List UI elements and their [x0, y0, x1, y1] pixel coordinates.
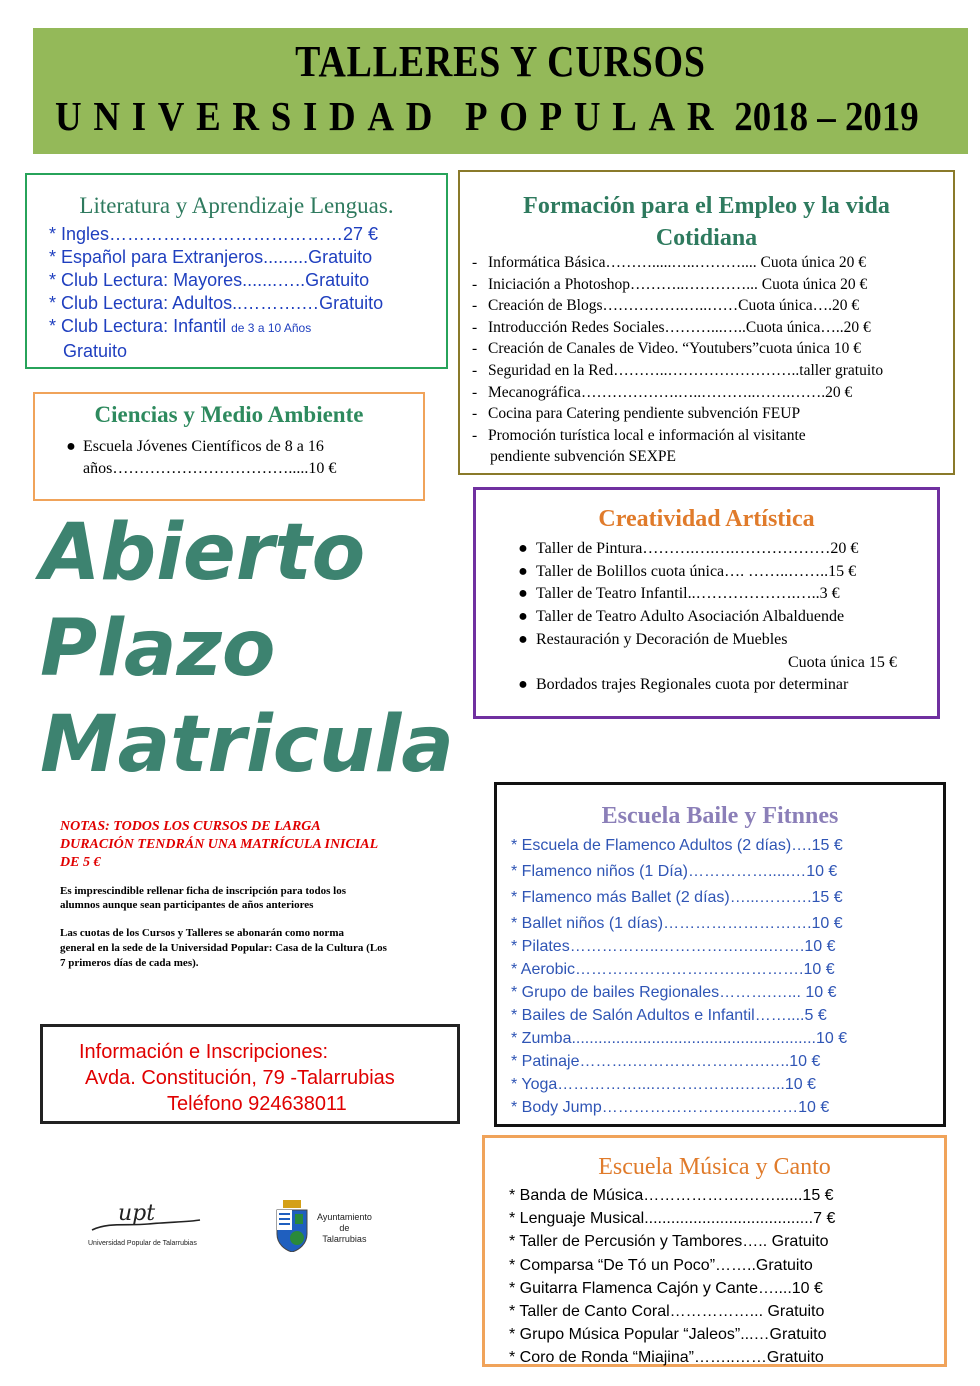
bullet-icon: ● — [518, 676, 528, 694]
dash-icon: - — [472, 275, 478, 293]
header-subtitle — [55, 92, 919, 140]
literatura-item-infantil-price: Gratuito — [63, 341, 128, 361]
musica-item: * Guitarra Flamenca Cajón y Cante…....10 € — [509, 1279, 823, 1297]
dash-icon: - — [472, 383, 478, 401]
formacion-item — [472, 338, 883, 360]
literatura-item-espanol: * Español para Extranjeros.........Gratuito — [49, 247, 373, 267]
baile-item: * Ballet niños (1 días)……………………….10 € — [511, 915, 843, 932]
ciencias-item — [66, 436, 337, 480]
creatividad-item — [510, 583, 897, 606]
baile-item: * Pilates……………..…………….…..…….10 € — [511, 938, 836, 955]
ciencias-title: Ciencias y Medio Ambiente — [94, 402, 364, 427]
formacion-item — [472, 274, 883, 296]
baile-item: * Yoga……………....…………….……...10 € — [511, 1076, 816, 1093]
formacion-item-text: Promoción turística local e información al visitante — [488, 426, 806, 444]
formacion-item-text: Mecanográfica……………….…..………..…….…….20 € — [488, 383, 853, 401]
header-year: 2018 – 2019 — [734, 93, 919, 139]
info-line3: Teléfono 924638011 — [167, 1093, 347, 1115]
formacion-item — [472, 382, 883, 404]
ayto-line2: de — [339, 1223, 350, 1233]
ciencias-item-line1 — [66, 436, 336, 458]
dash-icon: - — [472, 361, 478, 379]
creatividad-item-text: Taller de Teatro Adulto Asociación Albalduende — [536, 608, 845, 626]
creatividad-item-text: Restauración y Decoración de Muebles — [536, 630, 788, 648]
upt-logo — [88, 1200, 208, 1260]
literatura-item-infantil — [49, 315, 383, 340]
upt-caption: Universidad Popular de Talarrubias — [88, 1240, 197, 1247]
baile-item: * Escuela de Flamenco Adultos (2 días)….15 € — [511, 837, 843, 854]
bullet-icon: ● — [518, 608, 528, 626]
formacion-title-line1: Formación para el Empleo y la vida — [523, 193, 890, 219]
notas-title-line3: DE 5 € — [60, 855, 101, 870]
creatividad-list — [510, 538, 897, 697]
musica-item: * Coro de Ronda “Miajina”……..……Gratuito — [509, 1349, 824, 1367]
creatividad-box — [473, 487, 940, 719]
abierto-line3: Matricula — [40, 700, 454, 790]
formacion-item — [472, 425, 883, 447]
dash-icon: - — [472, 297, 478, 315]
bullet-icon: ● — [66, 438, 76, 455]
baile-item: * Zumba.......................................................10 € — [511, 1030, 848, 1047]
literatura-item-infantil-label: * Club Lectura: Infantil — [49, 316, 227, 336]
musica-box — [482, 1135, 947, 1367]
creatividad-item-price: Cuota única 15 € — [788, 653, 897, 671]
header-subtitle-text: UNIVERSIDAD POPULAR — [55, 93, 726, 139]
creatividad-item-text: Bordados trajes Regionales cuota por determinar — [536, 676, 849, 694]
formacion-item-text: Creación de Canales de Video. “Youtubers”cuota única 10 € — [488, 340, 861, 358]
creatividad-title: Creatividad Artística — [598, 506, 815, 532]
formacion-item — [472, 295, 883, 317]
musica-item: * Comparsa “De Tó un Poco”……..Gratuito — [509, 1256, 813, 1274]
creatividad-item-text: Taller de Pintura……….….….………………20 € — [536, 540, 859, 557]
ayto-line1: Ayuntamiento — [317, 1212, 372, 1222]
dash-icon: - — [472, 405, 478, 423]
coat-of-arms-icon — [275, 1200, 309, 1252]
notas-title-line1: NOTAS: TODOS LOS CURSOS DE LARGA — [60, 819, 321, 834]
formacion-item-text: Seguridad en la Red………..……………………..taller gratuito — [488, 361, 884, 379]
notas-para2-line1: Las cuotas de los Cursos y Talleres se abonarán como norma — [60, 927, 344, 939]
notas-title-line2: DURACIÓN TENDRÁN UNA MATRÍCULA INICIAL — [60, 837, 379, 852]
dash-icon: - — [472, 254, 478, 271]
formacion-item — [472, 252, 883, 274]
formacion-item-cont: pendiente subvención SEXPE — [490, 448, 676, 466]
formacion-item-text: Creación de Blogs…………….…..……Cuota única….20 € — [488, 297, 860, 315]
upt-logo-mark-icon — [88, 1200, 208, 1238]
baile-item: * Aerobic…………………………………….10 € — [511, 961, 835, 978]
formacion-item — [472, 360, 883, 382]
bullet-icon: ● — [518, 630, 528, 648]
upt-mark-text: upt — [118, 1201, 156, 1226]
header-banner — [33, 28, 968, 154]
notas-para1-line1: Es imprescindible rellenar ficha de inscripción para todos los — [60, 885, 347, 897]
header-title: TALLERES Y CURSOS — [295, 37, 706, 86]
ayuntamiento-logo — [275, 1200, 395, 1260]
ayto-line3: Talarrubias — [322, 1234, 367, 1244]
formacion-list — [472, 252, 883, 468]
literatura-list — [49, 223, 383, 363]
bullet-icon: ● — [518, 585, 528, 603]
notas-title — [60, 818, 460, 872]
creatividad-item — [510, 629, 897, 652]
literatura-item-ingles: * Ingles…………………………………27 € — [49, 224, 379, 244]
formacion-item — [472, 403, 883, 425]
baile-item: * Flamenco más Ballet (2 días)…...……….15 € — [511, 889, 843, 906]
info-line2: Avda. Constitución, 79 -Talarrubias — [85, 1067, 395, 1089]
musica-item: * Lenguaje Musical......................................7 € — [509, 1210, 836, 1228]
baile-item: * Flamenco niños (1 Día)…………….....…10 € — [511, 863, 838, 880]
notas-para2-line3: 7 primeros días de cada mes). — [60, 957, 199, 969]
abierto-plazo-matricula — [40, 505, 454, 793]
ciencias-box — [33, 392, 425, 501]
creatividad-item — [510, 538, 897, 561]
formacion-item — [472, 317, 883, 339]
baile-item: * Grupo de bailes Regionales……….…... 10 € — [511, 984, 837, 1001]
literatura-item-mayores: * Club Lectura: Mayores.......…..Gratuito — [49, 270, 370, 290]
baile-title: Escuela Baile y Fitnnes — [601, 803, 839, 829]
musica-item: * Taller de Percusión y Tambores….. Gratuito — [509, 1233, 829, 1251]
formacion-item-text: Iniciación a Photoshop………..…………... Cuota única 20 € — [488, 275, 868, 293]
baile-item: * Bailes de Salón Adultos e Infantil……....5 € — [511, 1007, 827, 1024]
musica-item: * Grupo Música Popular “Jaleos”...…Gratuito — [509, 1326, 827, 1344]
creatividad-item-text: Taller de Teatro Infantil..……………….…..3 € — [536, 585, 840, 603]
musica-list — [509, 1184, 835, 1370]
info-box — [40, 1024, 460, 1124]
bullet-icon: ● — [518, 562, 528, 580]
formacion-box — [458, 170, 955, 475]
notas-section — [60, 818, 460, 971]
musica-item: * Banda de Música……………….……......15 € — [509, 1187, 834, 1204]
literatura-item-adultos: * Club Lectura: Adultos..……….…Gratuito — [49, 293, 384, 313]
ciencias-item-text: Escuela Jóvenes Científicos de 8 a 16 — [83, 438, 324, 455]
notas-para2 — [60, 926, 460, 971]
dash-icon: - — [472, 318, 478, 336]
baile-list — [511, 837, 847, 1122]
creatividad-item-text: Taller de Bolillos cuota única…. ……..……..15 € — [536, 562, 857, 580]
baile-item: * Patinaje……….…………………….…..10 € — [511, 1053, 821, 1070]
formacion-item-text: Informática Básica……….....…..……….... Cuota única 20 € — [488, 254, 866, 271]
notas-para1 — [60, 884, 460, 912]
info-line1: Información e Inscripciones: — [79, 1041, 329, 1063]
creatividad-item — [510, 561, 897, 584]
musica-item: * Taller de Canto Coral……………... Gratuito — [509, 1303, 825, 1321]
creatividad-item — [510, 674, 897, 697]
formacion-title — [460, 190, 953, 254]
literatura-item-infantil-note: de 3 a 10 Años — [231, 321, 312, 335]
bullet-icon: ● — [518, 540, 528, 557]
creatividad-item — [510, 606, 897, 629]
notas-para1-line2: alumnos aunque sean participantes de años anteriores — [60, 899, 314, 911]
abierto-line1: Abierto — [40, 508, 366, 598]
ayto-text — [317, 1212, 372, 1245]
formacion-item-text: Cocina para Catering pendiente subvención FEUP — [488, 405, 801, 423]
formacion-item-text: Introducción Redes Sociales………...…..Cuota única…..20 € — [488, 318, 871, 336]
literatura-box — [25, 173, 448, 369]
baile-item: * Body Jump……………………….………10 € — [511, 1099, 830, 1116]
dash-icon: - — [472, 340, 478, 358]
literatura-title: Literatura y Aprendizaje Lenguas. — [79, 193, 394, 218]
musica-title: Escuela Música y Canto — [598, 1154, 831, 1180]
ciencias-item-line2: años…………………………….....10 € — [83, 460, 337, 477]
notas-para2-line2: general en la sede de la Universidad Popular: Casa de la Cultura (Los — [60, 942, 387, 954]
formacion-title-line2: Cotidiana — [655, 225, 758, 251]
dash-icon: - — [472, 426, 478, 444]
abierto-line2: Plazo — [40, 604, 276, 694]
baile-box — [494, 782, 946, 1127]
